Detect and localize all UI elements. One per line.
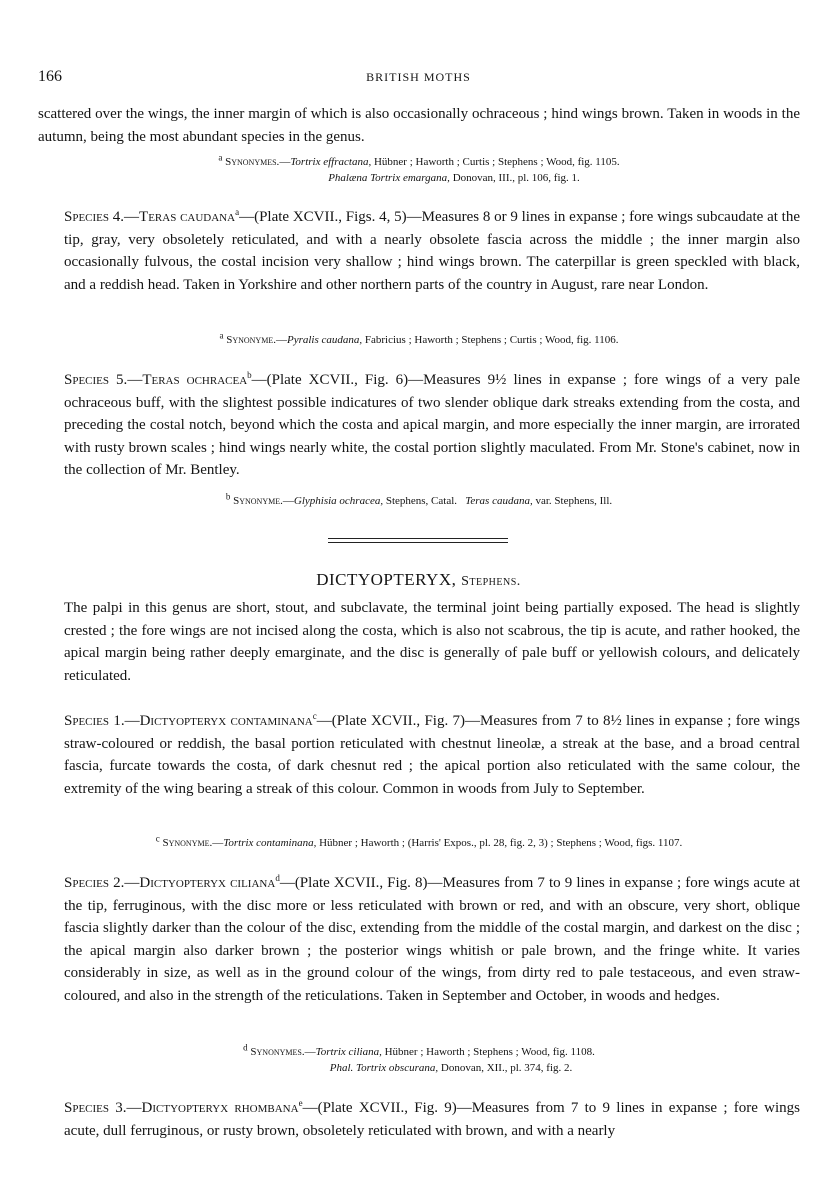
footnote-authorities: Fabricius ; Haworth ; Stephens ; Curtis ; Wood, fig. 1106. xyxy=(364,334,619,346)
species-description: —(Plate XCVII., Fig. 9)—Measures from 7 to 9 lines in expanse ; fore wings acute, dull ferruginous, or rusty brown, obsoletely reticulated with brown, and with a nearly xyxy=(64,1100,800,1139)
dictyopteryx-species-2-entry: Species 2.—Dictyopteryx ciliana$^d$—(Plate XCVII., Fig. 8)—Measures from 7 to 9 lines in expanse ; fore wings acute at the tip, ferruginous, with the disc more or less reticulated with brown or red, and with an obscure, very short, oblique fascia slightly darker than the colour of the disc, extending from the middle of the costal margin, and darkest on the disc ; the apical margin also darker brown ; the posterior wings whitish or pale brown, and the fringe white. It varies considerably in size, as well as in the ground colour of the wings, from dirty red to pale testaceous, and even straw-coloured, and also in the strength of the reticulations. Taken in September and October, in woods and hedges. xyxy=(64,873,800,1004)
footnote-label: Synonymes. xyxy=(225,156,280,168)
continuation-paragraph xyxy=(38,103,800,148)
footnote-a-species-3: $^a$ Synonymes.—Tortrix effractana, Hübner ; Haworth ; Curtis ; Stephens ; Wood, fig. 1105. Phalæna Tortrix emargana, Donovan, III., pl. 106, fig. 1. xyxy=(218,152,620,184)
species-label: Species 5. xyxy=(64,372,128,388)
footnote-synonym: Glyphisia ochracea, xyxy=(293,495,384,507)
footnote-ref: b xyxy=(247,370,252,380)
footnote-synonym: Tortrix contaminana, xyxy=(223,837,317,849)
footnote-synonym: Phal. Tortrix obscurana, xyxy=(329,1062,439,1074)
footnote-b-species-5: $^b$ Synonyme.—Glyphisia ochracea, Stephens, Catal. Teras caudana, var. Stephens, Ill. xyxy=(225,491,613,507)
species-description: —(Plate XCVII., Fig. 8)—Measures from 7 to 9 lines in expanse ; fore wings acute at the tip, ferruginous, with the disc more or less reticulated with brown or red, and with an obscure, very short, oblique fascia slightly darker than the colour of the disc, extending from the middle of the costal margin, and darkest on the disc ; the apical margin also darker brown ; the posterior wings whitish or pale brown, and the fringe white. It varies considerably in size, as well as in the ground colour of the wings, from dirty red to pale testaceous, and even straw-coloured, and also in the strength of the reticulations. Taken in September and October, in woods and hedges. xyxy=(64,875,800,1004)
footnote-authorities: Stephens, Catal. xyxy=(385,495,458,507)
footnote-ref: c xyxy=(312,711,317,721)
footnote-synonym: Phalæna Tortrix emargana, xyxy=(328,172,450,184)
footnote-synonym: Tortrix ciliana, xyxy=(315,1046,382,1058)
footnote-synonym: Tortrix effractana, xyxy=(290,156,372,168)
footnote-authorities: Donovan, III., pl. 106, fig. 1. xyxy=(452,172,580,184)
footnote-label: Synonyme. xyxy=(226,334,276,346)
footnote-marker: a xyxy=(219,330,224,341)
dictyopteryx-species-3-entry: Species 3.—Dictyopteryx rhombana$^e$—(Plate XCVII., Fig. 9)—Measures from 7 to 9 lines in expanse ; fore wings acute, dull ferruginous, or rusty brown, obsoletely reticulated with brown, and with a nearly xyxy=(64,1098,800,1139)
footnote-authorities: Donovan, XII., pl. 374, fig. 2. xyxy=(440,1062,573,1074)
species-name: Dictyopteryx rhombana xyxy=(141,1100,299,1116)
species-label: Species 1. xyxy=(64,713,125,729)
species-description: —(Plate XCVII., Figs. 4, 5)—Measures 8 or 9 lines in expanse ; fore wings subcaudate at the tip, gray, very obsoletely reticulated, and with a nearly obsolete fascia across the middle ; the inner margin also occasionally fulvous, the costal incision very shallow ; hind wings brown. The caterpillar is green speckled with black, and a reddish head. Taken in Yorkshire and other northern parts of the country in August, rare near London. xyxy=(64,209,800,293)
footnote-ref: e xyxy=(298,1098,303,1108)
species-description: —(Plate XCVII., Fig. 6)—Measures 9½ lines in expanse ; fore wings of a very pale ochraceous buff, with the slightest possible indicatures of two slender oblique dark streaks extending from the costa, and preceding the costal notch, beyond which the costa and apical margin, and more especially the inner margin, are irrorated with rusty brown scales ; hind wings nearly white, the costal portion slightly maculated. From Mr. Stone's cabinet, now in the collection of Mr. Bentley. xyxy=(64,372,800,478)
page-number: 166 xyxy=(38,68,62,85)
footnote-authorities: Hübner ; Haworth ; Curtis ; Stephens ; Wood, fig. 1105. xyxy=(373,156,620,168)
genus-intro-paragraph xyxy=(38,597,800,687)
genus-author: Stephens. xyxy=(461,574,521,589)
footnote-authorities: Hübner ; Haworth ; (Harris' Expos., pl. 28, fig. 2, 3) ; Stephens ; Wood, figs. 1107. xyxy=(319,837,683,849)
continuation-text: scattered over the wings, the inner margin of which is also occasionally ochraceous ; hind wings brown. Taken in woods in the autumn, being the most abundant species in the genus. xyxy=(38,106,800,145)
footnote-ref: d xyxy=(275,873,280,883)
genus-intro-text: The palpi in this genus are short, stout, and subclavate, the terminal joint being partially exposed. The head is slightly crested ; the fore wings are not incised along the costa, which is also not scabrous, the tip is acute, and rather hooked, the apical margin being rather deeply emarginate, and the disc is generally of pale buff or yellowish colours, and delicately reticulated. xyxy=(64,600,800,684)
footnote-marker: d xyxy=(243,1042,248,1053)
species-name: Teras caudana xyxy=(139,209,236,225)
footnote-label: Synonymes. xyxy=(250,1046,305,1058)
species-label: Species 2. xyxy=(64,875,125,891)
footnote-label: Synonyme. xyxy=(233,495,283,507)
page-header xyxy=(38,68,799,92)
species-4-entry: Species 4.—Teras caudana$^a$—(Plate XCVII., Figs. 4, 5)—Measures 8 or 9 lines in expanse ; fore wings subcaudate at the tip, gray, very obsoletely reticulated, and with a nearly obsolete fascia across the middle ; the inner margin also occasionally fulvous, the costal incision very shallow ; hind wings brown. The caterpillar is green speckled with black, and a reddish head. Taken in Yorkshire and other northern parts of the country in August, rare near London. xyxy=(64,207,800,293)
footnote-authorities: var. Stephens, Ill. xyxy=(535,495,613,507)
species-label: Species 3. xyxy=(64,1100,127,1116)
footnote-marker: c xyxy=(155,833,160,844)
footnote-label: Synonyme. xyxy=(162,837,213,849)
species-label: Species 4. xyxy=(64,209,125,225)
species-name: Dictyopteryx ciliana xyxy=(139,875,276,891)
footnote-a-species-4: $^a$ Synonyme.—Pyralis caudana, Fabricius ; Haworth ; Stephens ; Curtis ; Wood, fig. 1106. xyxy=(219,330,619,346)
species-name: Dictyopteryx contaminana xyxy=(139,713,313,729)
footnote-synonym: Pyralis caudana, xyxy=(286,334,363,346)
section-divider xyxy=(328,538,508,546)
footnote-d: $^d$ Synonymes.—Tortrix ciliana, Hübner ; Haworth ; Stephens ; Wood, fig. 1108. Phal. Tortrix obscurana, Donovan, XII., pl. 374, fig. 2. xyxy=(243,1042,595,1074)
running-title: BRITISH MOTHS xyxy=(366,70,471,84)
footnote-marker: a xyxy=(218,152,223,163)
species-5-entry: Species 5.—Teras ochracea$^b$—(Plate XCVII., Fig. 6)—Measures 9½ lines in expanse ; fore wings of a very pale ochraceous buff, with the slightest possible indicatures of two slender oblique dark streaks extending from the costa, and preceding the costal notch, beyond which the costa and apical margin, and more especially the inner margin, are irrorated with rusty brown scales ; hind wings nearly white, the costal portion slightly maculated. From Mr. Stone's cabinet, now in the collection of Mr. Bentley. xyxy=(64,370,800,478)
footnote-authorities: Hübner ; Haworth ; Stephens ; Wood, fig. 1108. xyxy=(384,1046,595,1058)
dictyopteryx-species-1-entry: Species 1.—Dictyopteryx contaminana$^c$—(Plate XCVII., Fig. 7)—Measures from 7 to 8½ lines in expanse ; fore wings straw-coloured or reddish, the basal portion reticulated with chestnut lineolæ, a streak at the base, and a broad central fascia, furcate towards the costa, of dark chesnut red ; the apical portion also reticulated with the same colour, the extremity of the wing bearing a streak of this colour. Common in woods from July to September. xyxy=(64,711,800,797)
footnote-ref: a xyxy=(235,207,240,217)
genus-heading xyxy=(0,570,837,590)
footnote-c: $^c$ Synonyme.—Tortrix contaminana, Hübner ; Haworth ; (Harris' Expos., pl. 28, fig. 2, 3) ; Stephens ; Wood, figs. 1107. xyxy=(155,833,683,849)
footnote-synonym: Teras caudana, xyxy=(465,495,533,507)
species-description: —(Plate XCVII., Fig. 7)—Measures from 7 to 8½ lines in expanse ; fore wings straw-coloured or reddish, the basal portion reticulated with chestnut lineolæ, a streak at the base, and a broad central fascia, furcate towards the costa, of dark chesnut red ; the apical portion also reticulated with the same colour, the extremity of the wing bearing a streak of this colour. Common in woods from July to September. xyxy=(64,713,800,797)
footnote-marker: b xyxy=(225,491,231,502)
species-name: Teras ochracea xyxy=(142,372,248,388)
genus-name: DICTYOPTERYX, xyxy=(316,570,457,589)
